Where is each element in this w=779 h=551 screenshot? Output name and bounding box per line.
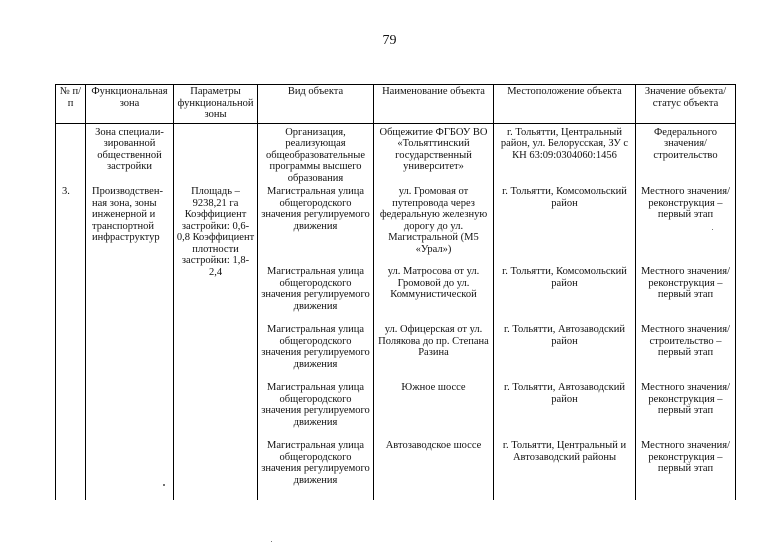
cell-location: г. Тольятти, Автозаводский район (494, 322, 636, 380)
scan-speck (271, 541, 272, 542)
cell-params: Площадь – 9238,21 га Коэффициент застройки: 0,6-0,8 Коэффициент плотности застройки: 1,8-2,4 (174, 184, 258, 500)
cell-object-name: ул. Громовая от путепровода через федеральную железную дорогу до ул. Магистральной (М5 «Урал») (374, 184, 494, 264)
cell-location: г. Тольятти, Центральный район, ул. Белорусская, ЗУ с КН 63:09:0304060:1456 (494, 123, 636, 184)
cell-object-name: Автозаводское шоссе (374, 438, 494, 500)
cell-status: Местного значения/ реконструкция – первый этап (636, 380, 736, 438)
cell-object-name: ул. Матросова от ул. Громовой до ул. Коммунистической (374, 264, 494, 322)
cell-num (56, 123, 86, 184)
header-status: Значение объекта/статус объекта (636, 85, 736, 124)
header-location: Местоположение объекта (494, 85, 636, 124)
header-num: № п/п (56, 85, 86, 124)
cell-object-type: Магистральная улица общегородского значения регулируемого движения (258, 264, 374, 322)
cell-params (174, 123, 258, 184)
cell-zone: Производствен-ная зона, зоны инженерной и транспортной инфраструктур (86, 184, 174, 500)
header-zone: Функциональная зона (86, 85, 174, 124)
cell-object-name: Общежитие ФГБОУ ВО «Тольяттинский государственный университет» (374, 123, 494, 184)
table-header-row (56, 85, 736, 124)
cell-object-type: Магистральная улица общегородского значения регулируемого движения (258, 380, 374, 438)
cell-status: Федерального значения/ строительство (636, 123, 736, 184)
cell-status: Местного значения/ строительство – первый этап (636, 322, 736, 380)
cell-zone: Зона специали-зированной общественной застройки (86, 123, 174, 184)
cell-num: 3. (56, 184, 86, 500)
page-number: 79 (382, 33, 397, 48)
cell-location: г. Тольятти, Комсомольский район (494, 184, 636, 264)
objects-table (55, 84, 736, 500)
cell-object-type: Магистральная улица общегородского значения регулируемого движения (258, 322, 374, 380)
header-object-name: Наименование объекта (374, 85, 494, 124)
header-params: Параметры функциональной зоны (174, 85, 258, 124)
cell-object-name: ул. Офицерская от ул. Полякова до пр. Степана Разина (374, 322, 494, 380)
cell-location: г. Тольятти, Центральный и Автозаводский районы (494, 438, 636, 500)
cell-location: г. Тольятти, Комсомольский район (494, 264, 636, 322)
table-row (56, 184, 736, 264)
cell-object-type: Магистральная улица общегородского значения регулируемого движения (258, 438, 374, 500)
cell-location: г. Тольятти, Автозаводский район (494, 380, 636, 438)
cell-object-name: Южное шоссе (374, 380, 494, 438)
scan-speck (163, 484, 165, 486)
cell-status: Местного значения/ реконструкция – первый этап (636, 264, 736, 322)
scan-speck (712, 229, 713, 230)
cell-object-type: Магистральная улица общегородского значения регулируемого движения (258, 184, 374, 264)
cell-object-type: Организация, реализующая общеобразовательные программы высшего образования (258, 123, 374, 184)
header-object-type: Вид объекта (258, 85, 374, 124)
cell-status: Местного значения/ реконструкция – первый этап (636, 184, 736, 264)
table-row (56, 123, 736, 184)
cell-status: Местного значения/ реконструкция – первый этап (636, 438, 736, 500)
